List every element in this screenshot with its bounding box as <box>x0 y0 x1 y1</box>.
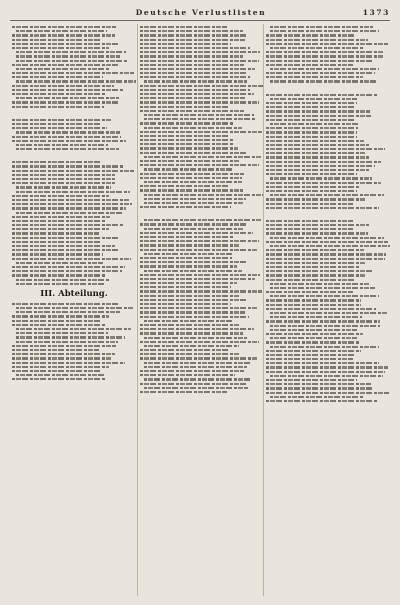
text-line <box>266 341 360 343</box>
text-line <box>140 55 243 57</box>
text-line <box>16 148 119 150</box>
text-line <box>12 26 116 28</box>
text-line <box>270 47 363 49</box>
text-line <box>16 374 105 376</box>
text-line <box>16 55 120 57</box>
text-line <box>140 26 227 28</box>
text-line <box>144 181 242 183</box>
text-line <box>12 324 106 326</box>
text-line <box>140 328 254 330</box>
text-line <box>16 30 107 32</box>
text-line <box>140 311 245 313</box>
text-line <box>266 270 374 272</box>
text-line <box>140 139 233 141</box>
text-line <box>144 194 264 196</box>
text-line <box>140 89 250 91</box>
text-line <box>270 375 383 377</box>
text-line <box>16 80 136 82</box>
text-line <box>270 312 388 314</box>
text-line <box>140 257 232 259</box>
text-line <box>12 119 111 121</box>
text-line <box>266 333 363 335</box>
text-line <box>144 345 239 347</box>
text-line <box>266 207 379 209</box>
text-line <box>140 341 259 343</box>
text-line <box>266 266 359 268</box>
header-rule <box>10 20 390 21</box>
text-line <box>140 76 250 78</box>
text-line <box>266 186 360 188</box>
text-line <box>266 51 384 53</box>
text-line <box>12 161 100 163</box>
text-line <box>12 136 121 138</box>
text-line <box>270 177 372 179</box>
text-line <box>12 207 126 209</box>
text-line <box>12 216 110 218</box>
column-separator <box>137 24 138 596</box>
text-line <box>270 26 373 28</box>
text-line <box>12 178 115 180</box>
text-line <box>266 131 357 133</box>
text-line <box>12 101 119 103</box>
text-line <box>12 93 105 95</box>
page-header <box>12 8 390 20</box>
text-line <box>16 191 130 193</box>
text-line <box>144 80 247 82</box>
text-line <box>266 161 381 163</box>
text-line <box>140 101 259 103</box>
text-line <box>140 164 259 166</box>
text-line <box>12 106 104 108</box>
text-line <box>266 34 355 36</box>
column-1 <box>12 24 136 598</box>
text-line <box>140 391 227 393</box>
text-line <box>12 220 106 222</box>
text-line <box>144 168 233 170</box>
text-line <box>270 98 357 100</box>
text-line <box>16 279 109 281</box>
text-line <box>140 332 243 334</box>
text-line <box>12 270 122 272</box>
text-line <box>140 147 238 149</box>
text-line <box>16 332 108 334</box>
text-line <box>270 346 379 348</box>
text-line <box>12 224 124 226</box>
text-line <box>270 123 359 125</box>
text-line <box>266 156 369 158</box>
text-line <box>266 232 368 234</box>
text-line <box>266 203 353 205</box>
text-line <box>266 72 375 74</box>
text-line <box>266 60 374 62</box>
text-line <box>140 307 257 309</box>
text-line <box>266 55 384 57</box>
column-separator <box>263 24 264 596</box>
text-line <box>266 182 381 184</box>
text-line <box>140 265 237 267</box>
text-line <box>270 316 362 318</box>
text-line <box>266 304 361 306</box>
paragraph-gap <box>266 85 390 92</box>
text-line <box>270 329 357 331</box>
text-line <box>266 258 385 260</box>
text-line <box>140 122 234 124</box>
text-line <box>266 362 379 364</box>
text-line <box>16 51 126 53</box>
text-line <box>140 324 240 326</box>
text-line <box>266 190 357 192</box>
text-line <box>140 274 260 276</box>
text-line <box>266 169 369 171</box>
text-line <box>266 241 388 243</box>
text-line <box>270 30 379 32</box>
text-line <box>270 295 379 297</box>
text-line <box>140 152 248 154</box>
text-line <box>144 270 242 272</box>
text-line <box>270 68 379 70</box>
text-line <box>266 94 378 96</box>
text-line <box>140 93 254 95</box>
text-line <box>144 366 247 368</box>
text-line <box>12 195 109 197</box>
text-line <box>266 371 385 373</box>
text-line <box>12 370 101 372</box>
column-3 <box>266 24 390 598</box>
text-line <box>12 378 105 380</box>
text-line <box>12 241 101 243</box>
text-line <box>12 127 107 129</box>
text-line <box>140 106 228 108</box>
text-line <box>12 170 134 172</box>
text-line <box>140 278 255 280</box>
text-line <box>12 274 106 276</box>
text-line <box>140 43 231 45</box>
text-line <box>140 143 234 145</box>
text-line <box>16 144 108 146</box>
text-line <box>12 47 109 49</box>
text-line <box>144 156 261 158</box>
text-line <box>140 39 245 41</box>
text-line <box>266 102 357 104</box>
text-line <box>140 223 247 225</box>
text-line <box>140 249 257 251</box>
text-line <box>140 261 248 263</box>
text-line <box>16 262 103 264</box>
text-line <box>140 290 262 292</box>
text-line <box>12 64 119 66</box>
text-line <box>266 224 369 226</box>
text-line <box>140 374 235 376</box>
text-line <box>270 194 384 196</box>
text-line <box>270 337 357 339</box>
text-line <box>12 140 126 142</box>
text-line <box>140 370 244 372</box>
text-line <box>266 198 366 200</box>
text-line <box>12 345 116 347</box>
section-heading: III. Abteilung. <box>40 288 108 299</box>
text-line <box>140 64 244 66</box>
text-line <box>266 220 353 222</box>
text-line <box>12 165 124 167</box>
text-line <box>266 274 365 276</box>
text-line <box>266 350 361 352</box>
text-line <box>140 353 239 355</box>
text-line <box>266 392 389 394</box>
text-line <box>266 148 385 150</box>
text-line <box>144 219 262 221</box>
text-line <box>12 357 111 359</box>
text-line <box>140 185 228 187</box>
text-line <box>270 283 370 285</box>
text-line <box>270 80 378 82</box>
text-line <box>266 110 370 112</box>
text-line <box>144 228 243 230</box>
text-line <box>140 110 244 112</box>
text-line <box>12 366 109 368</box>
text-line <box>144 202 244 204</box>
text-line <box>12 362 125 364</box>
text-line <box>16 328 131 330</box>
text-line <box>140 232 253 234</box>
text-line <box>266 127 358 129</box>
text-line <box>12 72 134 74</box>
text-line <box>16 68 109 70</box>
text-line <box>12 228 109 230</box>
text-line <box>270 287 375 289</box>
text-line <box>266 400 378 402</box>
text-line <box>140 316 249 318</box>
text-line <box>266 308 376 310</box>
text-line <box>270 396 364 398</box>
text-line <box>266 299 361 301</box>
text-line <box>16 341 118 343</box>
text-line <box>12 199 130 201</box>
text-line <box>270 325 380 327</box>
text-line <box>144 253 233 255</box>
text-line <box>266 173 357 175</box>
text-line <box>12 253 103 255</box>
text-line <box>266 387 374 389</box>
text-line <box>266 136 357 138</box>
text-line <box>140 51 260 53</box>
text-line <box>12 349 99 351</box>
text-line <box>266 119 355 121</box>
text-line <box>140 72 247 74</box>
text-line <box>140 189 243 191</box>
text-line <box>266 366 388 368</box>
text-line <box>266 152 365 154</box>
text-line <box>266 39 368 41</box>
text-line <box>266 253 386 255</box>
text-line <box>16 186 111 188</box>
text-line <box>266 165 375 167</box>
text-line <box>12 353 115 355</box>
text-line <box>266 144 369 146</box>
text-line <box>12 182 115 184</box>
page-number: 1373 <box>362 8 390 17</box>
text-line <box>140 30 243 32</box>
page-title: Deutsche Verlustlisten <box>135 8 267 17</box>
paragraph-gap <box>140 210 264 217</box>
text-line <box>144 127 242 129</box>
text-line <box>140 236 234 238</box>
text-line <box>144 362 251 364</box>
text-line <box>12 266 125 268</box>
text-line <box>12 303 119 305</box>
text-line <box>266 115 371 117</box>
text-line <box>140 383 248 385</box>
text-line <box>140 160 239 162</box>
text-line <box>16 60 128 62</box>
text-line <box>266 354 355 356</box>
text-line <box>140 97 245 99</box>
text-line <box>140 173 244 175</box>
text-line <box>140 286 231 288</box>
text-line <box>140 206 231 208</box>
text-line <box>266 291 353 293</box>
text-line <box>140 60 259 62</box>
text-line <box>140 85 263 87</box>
text-line <box>266 76 363 78</box>
text-line <box>140 240 259 242</box>
text-line <box>266 320 380 322</box>
text-line <box>266 140 364 142</box>
text-line <box>140 135 228 137</box>
text-line <box>12 245 115 247</box>
text-line <box>12 85 114 87</box>
text-line <box>140 295 239 297</box>
text-line <box>140 349 228 351</box>
text-line <box>12 123 101 125</box>
text-line <box>12 237 120 239</box>
text-line <box>266 279 355 281</box>
paragraph-gap <box>12 152 136 159</box>
text-line <box>12 232 99 234</box>
text-line <box>12 315 109 317</box>
text-line <box>12 76 103 78</box>
text-line <box>12 174 115 176</box>
text-line <box>270 237 384 239</box>
text-line <box>144 387 248 389</box>
text-line <box>270 245 390 247</box>
text-line <box>144 378 252 380</box>
text-line <box>16 307 134 309</box>
text-line <box>12 34 115 36</box>
text-line <box>266 249 364 251</box>
text-line <box>266 358 353 360</box>
text-line <box>144 114 254 116</box>
text-line <box>140 177 242 179</box>
text-line <box>266 228 353 230</box>
column-2 <box>140 24 264 598</box>
text-line <box>12 203 132 205</box>
text-line <box>140 299 247 301</box>
text-line <box>12 320 100 322</box>
text-line <box>12 249 120 251</box>
text-line <box>140 282 237 284</box>
text-line <box>16 311 120 313</box>
text-line <box>140 357 257 359</box>
text-line <box>144 198 246 200</box>
text-line <box>266 64 353 66</box>
text-line <box>140 47 250 49</box>
text-line <box>266 43 388 45</box>
paragraph-gap <box>12 110 136 117</box>
text-line <box>140 68 255 70</box>
text-line <box>140 34 247 36</box>
text-line <box>144 337 247 339</box>
text-line <box>16 336 125 338</box>
text-line <box>266 106 354 108</box>
text-line <box>144 118 256 120</box>
text-line <box>266 262 366 264</box>
text-line <box>12 43 120 45</box>
text-line <box>16 131 120 133</box>
text-line <box>140 131 262 133</box>
text-line <box>266 383 371 385</box>
text-line <box>12 39 101 41</box>
text-line <box>16 283 105 285</box>
text-line <box>12 258 131 260</box>
paragraph-gap <box>266 211 390 218</box>
text-line <box>12 89 124 91</box>
text-line <box>140 244 240 246</box>
text-line <box>16 97 119 99</box>
text-line <box>144 320 233 322</box>
text-line <box>16 212 123 214</box>
text-line <box>266 379 357 381</box>
text-line <box>140 303 231 305</box>
